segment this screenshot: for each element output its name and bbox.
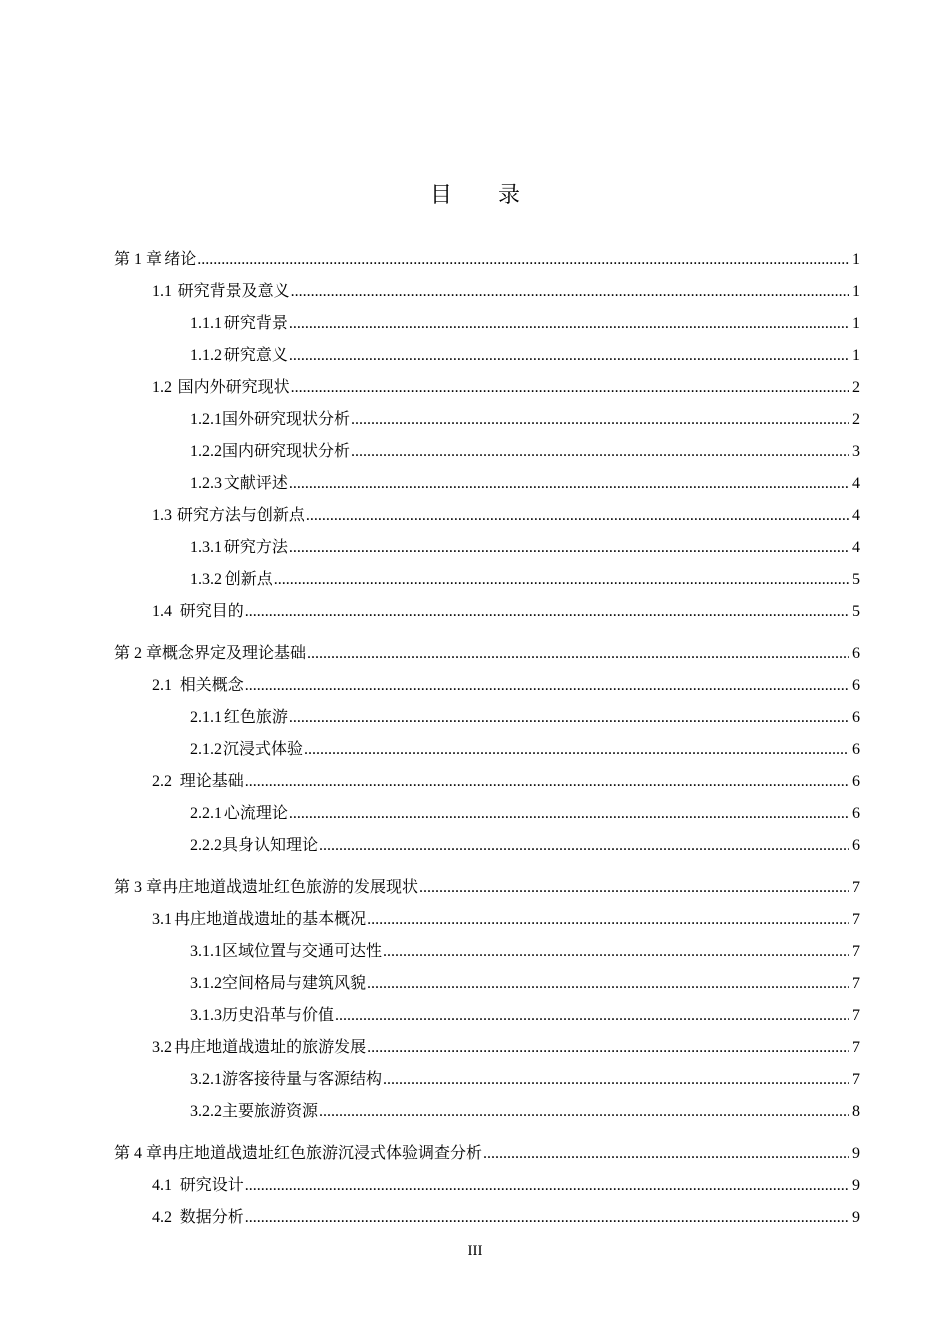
toc-entry-title: 概念界定及理论基础 (162, 643, 307, 662)
toc-entry-title: 相关概念 (179, 675, 244, 694)
toc-entry-title: 冉庄地道战遗址的旅游发展 (174, 1037, 367, 1056)
toc-entry-number: 1.1.2 (190, 347, 222, 364)
dot-leader (367, 904, 849, 936)
toc-entry-number: 2.1.1 (190, 709, 222, 726)
toc-entry-page: 7 (852, 1007, 860, 1024)
toc-entry-page: 6 (852, 805, 860, 822)
toc-heading (0, 178, 950, 209)
toc-entry-page: 4 (852, 475, 860, 492)
dot-leader (367, 1032, 849, 1064)
dot-leader (351, 436, 849, 468)
dot-leader (291, 372, 849, 404)
toc-entry-number: 第 1 章 (114, 251, 163, 268)
toc-entry-title: 研究方法与创新点 (176, 505, 305, 524)
toc-entry-number: 1.2.2 (190, 443, 222, 460)
toc-entry-title: 研究背景及意义 (177, 281, 290, 300)
toc-entry[interactable] (190, 967, 860, 999)
toc-entry[interactable] (152, 1201, 860, 1233)
toc-entry-page: 7 (852, 879, 860, 896)
dot-leader (351, 404, 849, 436)
dot-leader (483, 1138, 849, 1170)
toc-entry-page: 9 (852, 1177, 860, 1194)
toc-entry-page: 5 (852, 603, 860, 620)
toc-entry-number: 2.1.2 (190, 741, 222, 758)
dot-leader (335, 1000, 849, 1032)
toc-entry[interactable] (190, 339, 860, 371)
toc-heading-char-2: 录 (498, 183, 521, 208)
toc-entry[interactable] (190, 935, 860, 967)
dot-leader (367, 968, 849, 1000)
toc-entry-number: 2.2.2 (190, 837, 222, 854)
toc-entry-page: 7 (852, 943, 860, 960)
toc-entry[interactable] (190, 435, 860, 467)
toc-entry-page: 8 (852, 1103, 860, 1120)
dot-leader (245, 596, 849, 628)
dot-leader (289, 798, 849, 830)
page-number: III (467, 1243, 483, 1259)
toc-entry-page: 1 (852, 315, 860, 332)
toc-entry-page: 6 (852, 773, 860, 790)
toc-entry-title: 冉庄地道战遗址红色旅游沉浸式体验调查分析 (162, 1143, 483, 1162)
toc-entry-title: 绪论 (164, 249, 197, 268)
toc-entry-title: 理论基础 (179, 771, 244, 790)
toc-entry-page: 7 (852, 975, 860, 992)
dot-leader (289, 340, 849, 372)
toc-entry-title: 沉浸式体验 (222, 739, 303, 758)
toc-entry-title: 主要旅游资源 (222, 1101, 319, 1120)
dot-leader (197, 244, 849, 276)
toc-entry[interactable] (152, 275, 860, 307)
dot-leader (319, 830, 849, 862)
toc-entry[interactable] (152, 1031, 860, 1063)
toc-entry[interactable] (190, 307, 860, 339)
toc-entry[interactable] (114, 871, 860, 903)
dot-leader (383, 936, 849, 968)
toc-heading-char-1: 目 (429, 183, 452, 208)
toc-entry-page: 6 (852, 709, 860, 726)
toc-entry[interactable] (152, 371, 860, 403)
toc-entry-number: 1.2 (152, 379, 172, 396)
toc-entry-page: 9 (852, 1145, 860, 1162)
toc-entry-number: 3.2.1 (190, 1071, 222, 1088)
dot-leader (319, 1096, 849, 1128)
dot-leader (289, 702, 849, 734)
toc-entry-number: 1.1.1 (190, 315, 222, 332)
toc-entry-page: 7 (852, 911, 860, 928)
toc-entry-number: 2.2 (152, 773, 172, 790)
toc-entry-page: 3 (852, 443, 860, 460)
toc-entry-title: 创新点 (224, 569, 273, 588)
toc-entry-title: 区域位置与交通可达性 (222, 941, 383, 960)
toc-entry-number: 第 2 章 (114, 645, 163, 662)
dot-leader (274, 564, 849, 596)
toc-entry-page: 6 (852, 837, 860, 854)
toc-entry-page: 6 (852, 677, 860, 694)
toc-entry-page: 4 (852, 539, 860, 556)
toc-entry-title: 文献评述 (223, 473, 288, 492)
toc-entry-number: 3.1 (152, 911, 172, 928)
toc-entry-title: 国内研究现状分析 (222, 441, 351, 460)
dot-leader (289, 468, 849, 500)
toc-entry[interactable] (190, 999, 860, 1031)
toc-entry-title: 冉庄地道战遗址的基本概况 (174, 909, 367, 928)
dot-leader (291, 276, 849, 308)
toc-entry-title: 研究意义 (223, 345, 288, 364)
dot-leader (245, 670, 849, 702)
toc-entry[interactable] (114, 243, 860, 275)
toc-entry-title: 国内外研究现状 (177, 377, 290, 396)
toc-entry-page: 2 (852, 379, 860, 396)
toc-entry-page: 1 (852, 251, 860, 268)
toc-entry-title: 研究背景 (223, 313, 288, 332)
toc-entry-page: 7 (852, 1039, 860, 1056)
toc-entry-number: 3.2.2 (190, 1103, 222, 1120)
toc-entry-number: 1.3.2 (190, 571, 222, 588)
toc-entry[interactable] (190, 1095, 860, 1127)
toc-entry[interactable] (190, 563, 860, 595)
toc-entry[interactable] (190, 531, 860, 563)
toc-entry-title: 国外研究现状分析 (222, 409, 351, 428)
toc-entry-number: 2.1 (152, 677, 172, 694)
toc-entry-page: 7 (852, 1071, 860, 1088)
toc-entry[interactable] (152, 765, 860, 797)
toc-entry-number: 3.1.2 (190, 975, 222, 992)
toc-entry-title: 空间格局与建筑风貌 (222, 973, 367, 992)
toc-entry-number: 1.3.1 (190, 539, 222, 556)
toc-entry-number: 4.1 (152, 1177, 172, 1194)
toc-entry[interactable] (190, 797, 860, 829)
toc-entry-title: 心流理论 (223, 803, 288, 822)
toc-entry-title: 红色旅游 (223, 707, 288, 726)
dot-leader (306, 500, 849, 532)
toc-entry-page: 5 (852, 571, 860, 588)
toc-entry-title: 研究设计 (179, 1175, 244, 1194)
toc-entry-number: 1.3 (152, 507, 172, 524)
toc-entry-title: 数据分析 (179, 1207, 244, 1226)
dot-leader (419, 872, 849, 904)
toc-entry-title: 具身认知理论 (222, 835, 319, 854)
toc-entry[interactable] (152, 499, 860, 531)
dot-leader (245, 766, 849, 798)
toc-entry-title: 研究方法 (223, 537, 288, 556)
toc-entry-number: 1.4 (152, 603, 172, 620)
toc-entry[interactable] (190, 829, 860, 861)
toc-entry-page: 1 (852, 283, 860, 300)
toc-entry-page: 4 (852, 507, 860, 524)
toc-entry-title: 冉庄地道战遗址红色旅游的发展现状 (162, 877, 419, 896)
toc-entry-number: 3.2 (152, 1039, 172, 1056)
dot-leader (304, 734, 849, 766)
toc-entry[interactable] (190, 733, 860, 765)
toc-entry-title: 游客接待量与客源结构 (222, 1069, 383, 1088)
toc-entry-title: 研究目的 (179, 601, 244, 620)
toc-entry-page: 1 (852, 347, 860, 364)
toc-entry-title: 历史沿革与价值 (222, 1005, 335, 1024)
dot-leader (245, 1170, 849, 1202)
dot-leader (289, 532, 849, 564)
toc-entry-page: 6 (852, 741, 860, 758)
toc-entry[interactable] (190, 403, 860, 435)
toc-entry-number: 1.1 (152, 283, 172, 300)
toc-entry-page: 6 (852, 645, 860, 662)
toc-entry-number: 第 3 章 (114, 879, 163, 896)
toc-entry-number: 2.2.1 (190, 805, 222, 822)
toc-entry[interactable] (190, 1063, 860, 1095)
toc-entry[interactable] (114, 637, 860, 669)
toc-entry-number: 第 4 章 (114, 1145, 163, 1162)
dot-leader (383, 1064, 849, 1096)
toc-entry-page: 2 (852, 411, 860, 428)
toc-entry[interactable] (114, 1137, 860, 1169)
toc-entry-number: 4.2 (152, 1209, 172, 1226)
toc-entry-number: 1.2.3 (190, 475, 222, 492)
dot-leader (245, 1202, 849, 1234)
toc-entry[interactable] (152, 1169, 860, 1201)
toc-entry[interactable] (152, 669, 860, 701)
dot-leader (307, 638, 849, 670)
dot-leader (289, 308, 849, 340)
toc-entry[interactable] (190, 701, 860, 733)
toc-entry[interactable] (152, 595, 860, 627)
toc-entry-page: 9 (852, 1209, 860, 1226)
toc-entry-number: 1.2.1 (190, 411, 222, 428)
toc-entry[interactable] (190, 467, 860, 499)
toc-entry-number: 3.1.3 (190, 1007, 222, 1024)
toc-entry[interactable] (152, 903, 860, 935)
toc-entry-number: 3.1.1 (190, 943, 222, 960)
